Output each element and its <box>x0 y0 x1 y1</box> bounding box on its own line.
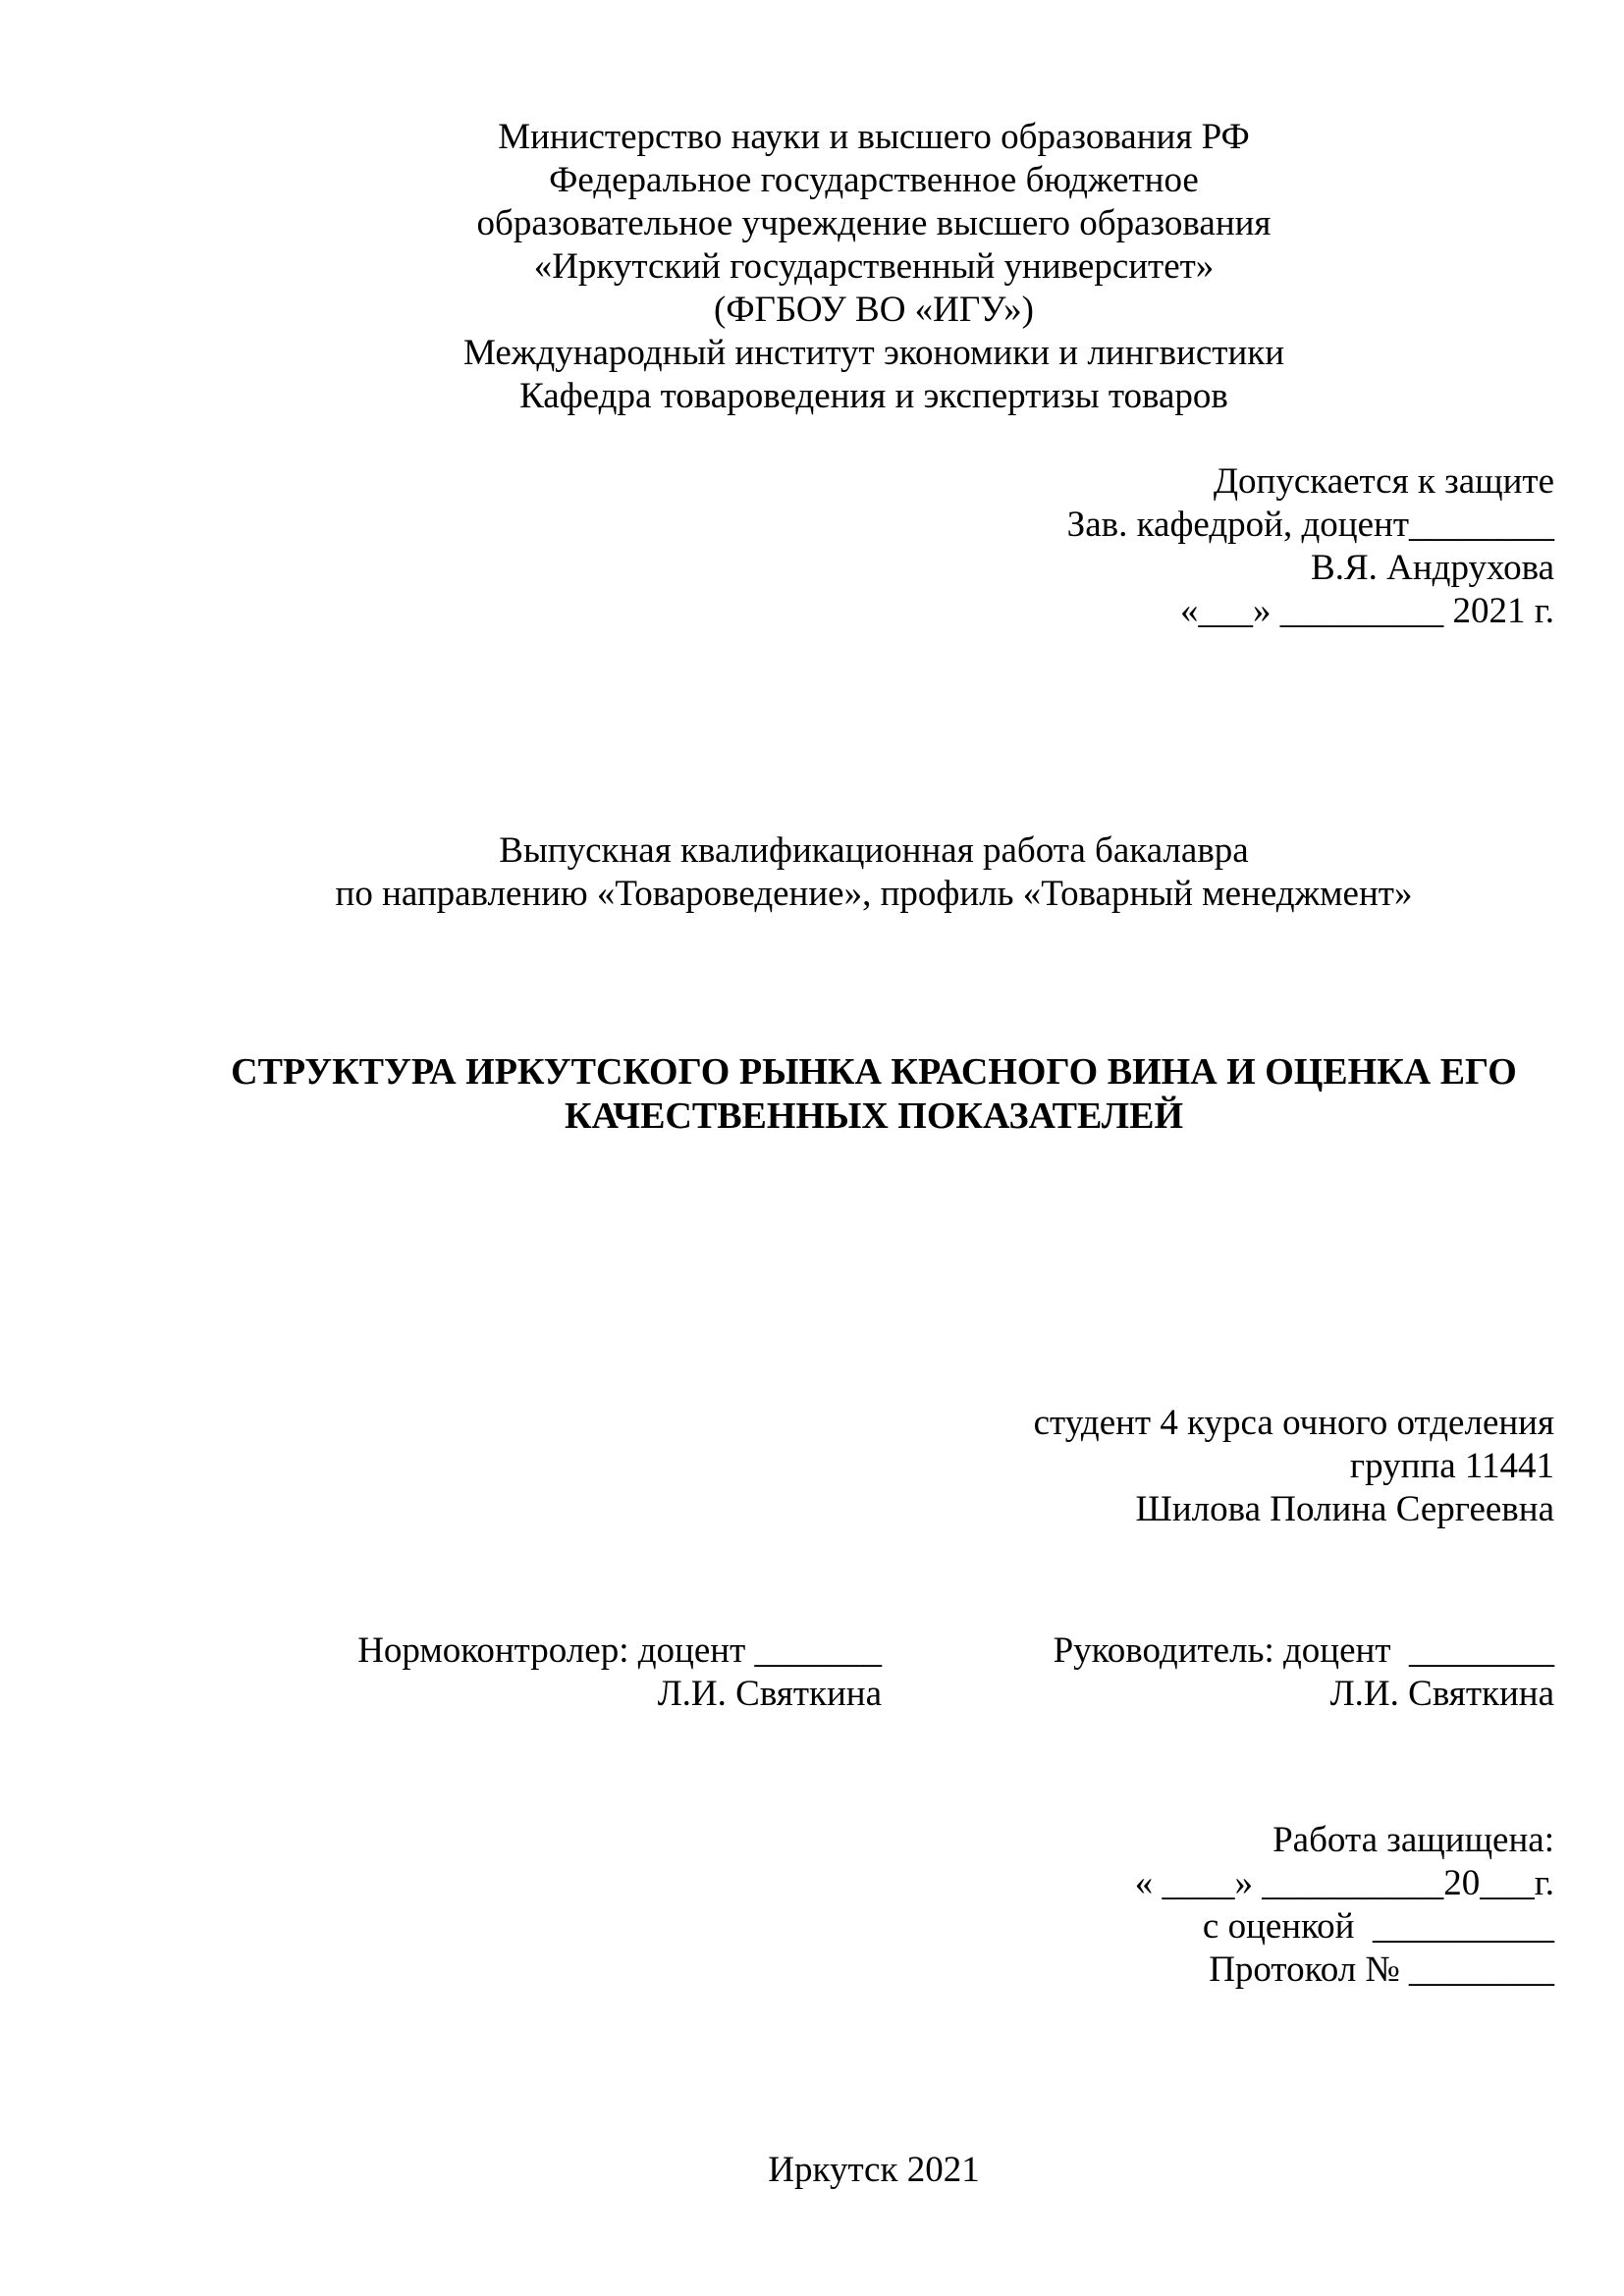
defended-heading: Работа защищена: <box>1272 1820 1554 1860</box>
normocontroller-name: Л.И. Святкина <box>657 1674 882 1714</box>
thesis-title-line-2: КАЧЕСТВЕННЫХ ПОКАЗАТЕЛЕЙ <box>564 1095 1184 1137</box>
supervisor-name: Л.И. Святкина <box>1329 1674 1554 1714</box>
defended-protocol: Протокол № ________ <box>1209 1949 1554 1990</box>
institution-type-line: Федеральное государственное бюджетное <box>549 160 1199 200</box>
thesis-title <box>0 1050 1624 1139</box>
approval-date: «___» _________ 2021 г. <box>1179 591 1554 631</box>
approval-head-signature: Зав. кафедрой, доцент________ <box>1066 505 1554 545</box>
normocontroller-signature: Нормоконтролер: доцент _______ <box>357 1630 882 1671</box>
institution-type-line-2: образовательное учреждение высшего образования <box>476 203 1272 243</box>
student-name-line: Шилова Полина Сергеевна <box>1135 1489 1554 1529</box>
city-year: Иркутск 2021 <box>768 2150 980 2190</box>
approval-head-name: В.Я. Андрухова <box>1311 548 1554 588</box>
supervisor-block <box>965 1629 1554 1716</box>
work-direction-line: по направлению «Товароведение», профиль «Товарный менеджмент» <box>335 874 1413 914</box>
supervisor-signature: Руководитель: доцент ________ <box>1053 1630 1554 1671</box>
department-line: Кафедра товароведения и экспертизы товаров <box>519 376 1228 416</box>
thesis-title-line-1: СТРУКТУРА ИРКУТСКОГО РЫНКА КРАСНОГО ВИНА И ОЦЕНКА ЕГО <box>231 1051 1517 1093</box>
defended-date: « ____» __________20___г. <box>1134 1863 1554 1903</box>
university-name-line: «Иркутский государственный университет» <box>533 246 1215 287</box>
defended-grade: с оценкой __________ <box>1202 1906 1554 1947</box>
work-type-block <box>0 829 1624 916</box>
institute-line: Международный институт экономики и лингвистики <box>462 333 1285 373</box>
approval-heading: Допускается к защите <box>1213 461 1554 502</box>
institution-header <box>0 116 1624 418</box>
defense-result-block <box>965 1819 1554 1992</box>
defense-approval-block <box>965 460 1554 633</box>
university-abbr-line: (ФГБОУ ВО «ИГУ») <box>714 290 1034 330</box>
student-course-line: студент 4 курса очного отделения <box>1033 1403 1554 1443</box>
student-info-block <box>847 1402 1554 1531</box>
ministry-line: Министерство науки и высшего образования РФ <box>498 117 1250 157</box>
student-group-line: группа 11441 <box>1349 1446 1554 1486</box>
normocontroller-block <box>295 1629 882 1716</box>
work-type-line: Выпускная квалификационная работа бакалавра <box>499 830 1249 871</box>
